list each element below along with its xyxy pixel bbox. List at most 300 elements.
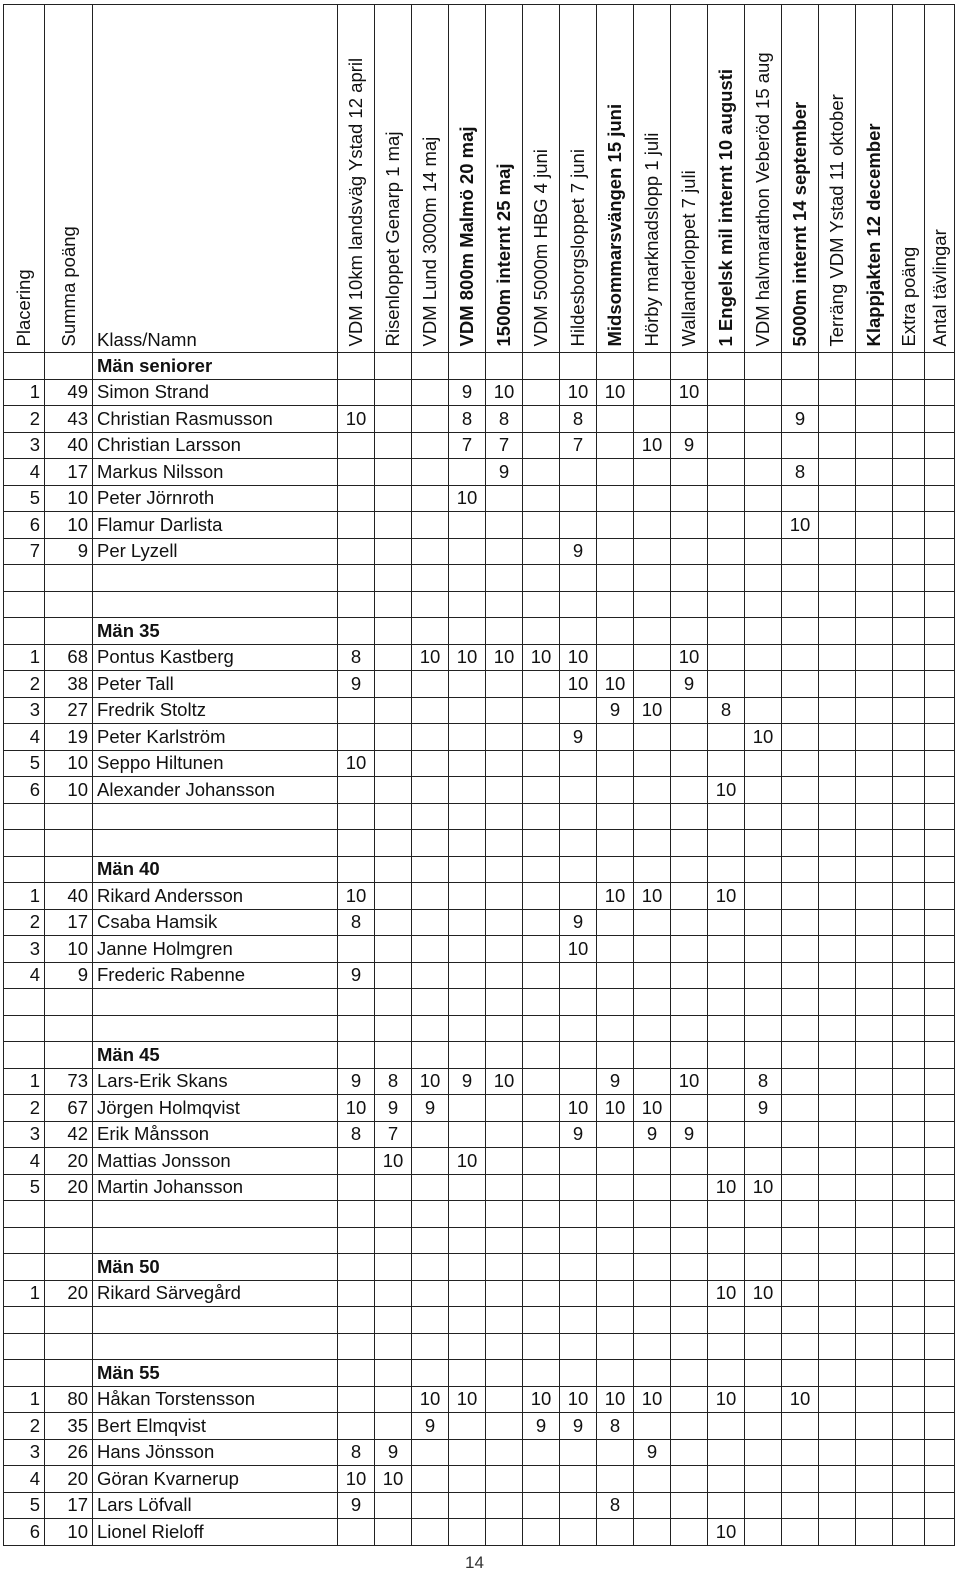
score-cell: 10 bbox=[782, 512, 819, 539]
empty-cell bbox=[708, 989, 745, 1016]
score-cell bbox=[597, 459, 634, 486]
antal-cell bbox=[925, 406, 955, 433]
score-cell bbox=[819, 962, 856, 989]
score-cell bbox=[449, 1492, 486, 1519]
score-cell bbox=[782, 1121, 819, 1148]
empty-cell bbox=[597, 1307, 634, 1334]
table-row bbox=[4, 962, 955, 989]
empty-cell bbox=[486, 565, 523, 592]
empty-cell bbox=[45, 1307, 93, 1334]
score-cell bbox=[819, 909, 856, 936]
score-cell bbox=[597, 724, 634, 751]
score-cell bbox=[856, 697, 893, 724]
score-cell: 9 bbox=[560, 1413, 597, 1440]
score-cell bbox=[856, 406, 893, 433]
score-cell: 10 bbox=[671, 1068, 708, 1095]
empty-cell bbox=[856, 1307, 893, 1334]
score-cell bbox=[486, 1095, 523, 1122]
extra-cell bbox=[893, 962, 925, 989]
empty-cell bbox=[708, 618, 745, 645]
place-cell: 3 bbox=[4, 1121, 45, 1148]
score-cell: 10 bbox=[338, 406, 375, 433]
empty-cell bbox=[449, 1042, 486, 1069]
score-cell bbox=[708, 936, 745, 963]
score-cell bbox=[375, 379, 412, 406]
sum-cell: 68 bbox=[45, 644, 93, 671]
empty-cell bbox=[708, 803, 745, 830]
empty-cell bbox=[708, 353, 745, 380]
empty-cell bbox=[560, 1307, 597, 1334]
table-row bbox=[4, 432, 955, 459]
empty-cell bbox=[523, 618, 560, 645]
empty-cell bbox=[45, 989, 93, 1016]
sum-cell: 10 bbox=[45, 750, 93, 777]
table-row bbox=[4, 379, 955, 406]
empty-cell bbox=[412, 803, 449, 830]
empty-cell bbox=[412, 353, 449, 380]
empty-cell bbox=[45, 565, 93, 592]
score-cell bbox=[856, 750, 893, 777]
score-cell bbox=[486, 1466, 523, 1493]
antal-cell bbox=[925, 485, 955, 512]
table-row bbox=[4, 1095, 955, 1122]
empty-cell bbox=[745, 1227, 782, 1254]
empty-cell bbox=[856, 1042, 893, 1069]
empty-cell bbox=[486, 1333, 523, 1360]
extra-cell bbox=[893, 512, 925, 539]
empty-cell bbox=[597, 989, 634, 1016]
antal-cell bbox=[925, 671, 955, 698]
empty-cell bbox=[782, 1254, 819, 1281]
name-cell: Håkan Torstensson bbox=[93, 1386, 338, 1413]
name-cell: Peter Jörnroth bbox=[93, 485, 338, 512]
antal-cell bbox=[925, 936, 955, 963]
score-cell bbox=[597, 406, 634, 433]
score-cell bbox=[375, 538, 412, 565]
score-cell bbox=[782, 1095, 819, 1122]
antal-cell bbox=[925, 512, 955, 539]
place-cell: 2 bbox=[4, 1095, 45, 1122]
name-cell: Markus Nilsson bbox=[93, 459, 338, 486]
score-cell: 9 bbox=[412, 1413, 449, 1440]
score-cell bbox=[486, 1413, 523, 1440]
score-cell bbox=[634, 1466, 671, 1493]
score-cell bbox=[671, 1519, 708, 1546]
score-cell bbox=[523, 1519, 560, 1546]
score-cell bbox=[375, 777, 412, 804]
score-cell bbox=[338, 459, 375, 486]
header-placering: Placering bbox=[4, 5, 45, 353]
empty-cell bbox=[671, 803, 708, 830]
empty-cell bbox=[819, 1360, 856, 1387]
empty-cell bbox=[560, 353, 597, 380]
score-cell: 10 bbox=[560, 1386, 597, 1413]
empty-cell bbox=[45, 1015, 93, 1042]
score-cell bbox=[634, 671, 671, 698]
header-event-9: Hörby marknadslopp 1 juli bbox=[634, 5, 671, 353]
score-cell bbox=[671, 1386, 708, 1413]
empty-cell bbox=[338, 830, 375, 857]
score-cell bbox=[856, 512, 893, 539]
empty-cell bbox=[449, 1201, 486, 1228]
score-cell: 10 bbox=[338, 1466, 375, 1493]
score-cell: 10 bbox=[560, 936, 597, 963]
score-cell bbox=[634, 406, 671, 433]
place-cell: 6 bbox=[4, 512, 45, 539]
score-cell bbox=[486, 777, 523, 804]
antal-cell bbox=[925, 1174, 955, 1201]
results-table bbox=[3, 4, 955, 1546]
empty-cell bbox=[4, 1201, 45, 1228]
score-cell bbox=[523, 459, 560, 486]
empty-cell bbox=[597, 565, 634, 592]
empty-cell bbox=[893, 565, 925, 592]
score-cell bbox=[708, 1413, 745, 1440]
score-cell bbox=[634, 777, 671, 804]
score-cell bbox=[486, 936, 523, 963]
score-cell bbox=[671, 538, 708, 565]
empty-cell bbox=[486, 830, 523, 857]
extra-cell bbox=[893, 1386, 925, 1413]
empty-cell bbox=[893, 1254, 925, 1281]
place-cell: 1 bbox=[4, 379, 45, 406]
score-cell bbox=[523, 1068, 560, 1095]
score-cell bbox=[375, 1280, 412, 1307]
score-cell: 9 bbox=[671, 671, 708, 698]
score-cell bbox=[745, 512, 782, 539]
score-cell bbox=[597, 1174, 634, 1201]
score-cell: 9 bbox=[486, 459, 523, 486]
empty-cell bbox=[856, 803, 893, 830]
name-cell: Lars Löfvall bbox=[93, 1492, 338, 1519]
score-cell bbox=[338, 724, 375, 751]
empty-cell bbox=[597, 353, 634, 380]
empty-cell bbox=[925, 1360, 955, 1387]
score-cell bbox=[486, 1519, 523, 1546]
sum-cell: 35 bbox=[45, 1413, 93, 1440]
empty-cell bbox=[671, 856, 708, 883]
antal-cell bbox=[925, 1519, 955, 1546]
empty-cell bbox=[338, 618, 375, 645]
score-cell bbox=[819, 644, 856, 671]
score-cell: 8 bbox=[338, 1439, 375, 1466]
score-cell bbox=[708, 1068, 745, 1095]
table-row bbox=[4, 1519, 955, 1546]
score-cell bbox=[671, 459, 708, 486]
empty-cell bbox=[523, 856, 560, 883]
group-row bbox=[4, 856, 955, 883]
score-cell bbox=[856, 1095, 893, 1122]
name-cell: Frederic Rabenne bbox=[93, 962, 338, 989]
header-event-4: VDM 800m Malmö 20 maj bbox=[449, 5, 486, 353]
score-cell: 10 bbox=[597, 379, 634, 406]
empty-cell bbox=[782, 989, 819, 1016]
sum-cell: 49 bbox=[45, 379, 93, 406]
empty-cell bbox=[893, 1201, 925, 1228]
score-cell bbox=[856, 671, 893, 698]
score-cell bbox=[708, 909, 745, 936]
empty-cell bbox=[782, 830, 819, 857]
empty-cell bbox=[560, 591, 597, 618]
empty-cell bbox=[45, 1333, 93, 1360]
score-cell bbox=[338, 777, 375, 804]
score-cell bbox=[745, 485, 782, 512]
sum-cell: 20 bbox=[45, 1148, 93, 1175]
empty-cell bbox=[523, 565, 560, 592]
name-cell: Erik Månsson bbox=[93, 1121, 338, 1148]
score-cell bbox=[782, 1519, 819, 1546]
empty-cell bbox=[671, 1042, 708, 1069]
page-number: 14 bbox=[465, 1553, 484, 1572]
empty-cell bbox=[745, 1201, 782, 1228]
empty-cell bbox=[486, 591, 523, 618]
score-cell: 10 bbox=[708, 1280, 745, 1307]
empty-cell bbox=[856, 1360, 893, 1387]
score-cell bbox=[523, 379, 560, 406]
empty-cell bbox=[708, 1254, 745, 1281]
sum-cell: 67 bbox=[45, 1095, 93, 1122]
extra-cell bbox=[893, 432, 925, 459]
empty-cell bbox=[671, 618, 708, 645]
score-cell: 10 bbox=[597, 1095, 634, 1122]
empty-cell bbox=[856, 1015, 893, 1042]
score-cell bbox=[856, 1121, 893, 1148]
empty-cell bbox=[412, 591, 449, 618]
score-cell bbox=[634, 459, 671, 486]
score-cell: 10 bbox=[708, 777, 745, 804]
sum-cell bbox=[45, 1360, 93, 1387]
empty-cell bbox=[560, 1042, 597, 1069]
score-cell bbox=[449, 1174, 486, 1201]
score-cell bbox=[671, 1492, 708, 1519]
score-cell bbox=[856, 432, 893, 459]
name-cell: Hans Jönsson bbox=[93, 1439, 338, 1466]
antal-cell bbox=[925, 459, 955, 486]
empty-cell bbox=[338, 803, 375, 830]
empty-cell bbox=[449, 1307, 486, 1334]
empty-cell bbox=[856, 1333, 893, 1360]
score-cell bbox=[560, 485, 597, 512]
empty-cell bbox=[708, 830, 745, 857]
name-cell: Mattias Jonsson bbox=[93, 1148, 338, 1175]
empty-cell bbox=[782, 1015, 819, 1042]
score-cell bbox=[708, 1121, 745, 1148]
empty-cell bbox=[782, 1307, 819, 1334]
group-row bbox=[4, 618, 955, 645]
empty-cell bbox=[782, 618, 819, 645]
score-cell bbox=[782, 962, 819, 989]
sum-cell: 10 bbox=[45, 1519, 93, 1546]
score-cell: 10 bbox=[375, 1466, 412, 1493]
score-cell bbox=[560, 883, 597, 910]
empty-cell bbox=[486, 1015, 523, 1042]
score-cell bbox=[560, 750, 597, 777]
table-row bbox=[4, 1121, 955, 1148]
empty-cell bbox=[819, 618, 856, 645]
score-cell bbox=[560, 1466, 597, 1493]
antal-cell bbox=[925, 432, 955, 459]
extra-cell bbox=[893, 485, 925, 512]
score-cell bbox=[523, 538, 560, 565]
score-cell: 10 bbox=[708, 1519, 745, 1546]
score-cell bbox=[782, 432, 819, 459]
empty-cell bbox=[893, 1227, 925, 1254]
score-cell bbox=[412, 459, 449, 486]
score-cell bbox=[560, 512, 597, 539]
empty-cell bbox=[560, 618, 597, 645]
header-klass: Klass/Namn bbox=[93, 5, 338, 353]
score-cell bbox=[412, 936, 449, 963]
sum-cell bbox=[45, 618, 93, 645]
score-cell: 10 bbox=[597, 1386, 634, 1413]
place-cell: 5 bbox=[4, 1174, 45, 1201]
empty-cell bbox=[4, 1333, 45, 1360]
score-cell bbox=[634, 1492, 671, 1519]
score-cell bbox=[745, 962, 782, 989]
header-event-1: VDM 10km landsväg Ystad 12 april bbox=[338, 5, 375, 353]
table-row bbox=[4, 485, 955, 512]
score-cell bbox=[745, 538, 782, 565]
score-cell bbox=[449, 909, 486, 936]
score-cell bbox=[671, 485, 708, 512]
score-cell bbox=[634, 1068, 671, 1095]
empty-cell bbox=[819, 856, 856, 883]
score-cell bbox=[671, 1413, 708, 1440]
sum-cell: 73 bbox=[45, 1068, 93, 1095]
sum-cell: 26 bbox=[45, 1439, 93, 1466]
empty-cell bbox=[782, 1042, 819, 1069]
score-cell bbox=[597, 962, 634, 989]
score-cell bbox=[819, 1148, 856, 1175]
name-cell: Csaba Hamsik bbox=[93, 909, 338, 936]
sum-cell: 17 bbox=[45, 909, 93, 936]
empty-cell bbox=[375, 1015, 412, 1042]
table-row bbox=[4, 459, 955, 486]
score-cell bbox=[449, 538, 486, 565]
empty-cell bbox=[560, 830, 597, 857]
empty-cell bbox=[708, 1360, 745, 1387]
table-row bbox=[4, 1466, 955, 1493]
score-cell: 10 bbox=[634, 883, 671, 910]
empty-cell bbox=[93, 1015, 338, 1042]
sum-cell: 9 bbox=[45, 538, 93, 565]
empty-cell bbox=[523, 1360, 560, 1387]
empty-cell bbox=[486, 989, 523, 1016]
empty-cell bbox=[4, 591, 45, 618]
score-cell: 10 bbox=[338, 883, 375, 910]
empty-cell bbox=[671, 1360, 708, 1387]
score-cell: 10 bbox=[523, 644, 560, 671]
score-cell bbox=[560, 777, 597, 804]
empty-cell bbox=[708, 1227, 745, 1254]
empty-cell bbox=[925, 618, 955, 645]
score-cell: 10 bbox=[708, 1386, 745, 1413]
empty-cell bbox=[782, 1227, 819, 1254]
table-row bbox=[4, 1439, 955, 1466]
antal-cell bbox=[925, 1148, 955, 1175]
score-cell bbox=[412, 962, 449, 989]
score-cell bbox=[523, 1439, 560, 1466]
empty-cell bbox=[745, 1307, 782, 1334]
empty-cell bbox=[412, 1254, 449, 1281]
spacer-row bbox=[4, 591, 955, 618]
empty-cell bbox=[745, 1015, 782, 1042]
score-cell bbox=[449, 750, 486, 777]
empty-cell bbox=[819, 803, 856, 830]
score-cell: 8 bbox=[338, 644, 375, 671]
sum-cell: 43 bbox=[45, 406, 93, 433]
score-cell: 10 bbox=[634, 1386, 671, 1413]
score-cell: 10 bbox=[338, 1095, 375, 1122]
score-cell bbox=[523, 1121, 560, 1148]
empty-cell bbox=[412, 1015, 449, 1042]
score-cell bbox=[597, 1148, 634, 1175]
extra-cell bbox=[893, 1095, 925, 1122]
empty-cell bbox=[819, 1015, 856, 1042]
empty-cell bbox=[523, 1333, 560, 1360]
empty-cell bbox=[671, 1307, 708, 1334]
score-cell bbox=[375, 485, 412, 512]
score-cell bbox=[412, 883, 449, 910]
score-cell bbox=[819, 1095, 856, 1122]
empty-cell bbox=[338, 856, 375, 883]
empty-cell bbox=[597, 1227, 634, 1254]
score-cell bbox=[412, 1174, 449, 1201]
score-cell: 8 bbox=[745, 1068, 782, 1095]
extra-cell bbox=[893, 724, 925, 751]
empty-cell bbox=[893, 1333, 925, 1360]
empty-cell bbox=[4, 830, 45, 857]
score-cell bbox=[449, 724, 486, 751]
spacer-row bbox=[4, 989, 955, 1016]
score-cell bbox=[819, 883, 856, 910]
empty-cell bbox=[338, 1360, 375, 1387]
score-cell: 9 bbox=[671, 432, 708, 459]
header-extra: Extra poäng bbox=[893, 5, 925, 353]
score-cell bbox=[523, 936, 560, 963]
empty-cell bbox=[412, 856, 449, 883]
antal-cell bbox=[925, 1413, 955, 1440]
empty-cell bbox=[708, 1015, 745, 1042]
score-cell bbox=[486, 1174, 523, 1201]
empty-cell bbox=[925, 830, 955, 857]
empty-cell bbox=[486, 803, 523, 830]
score-cell bbox=[338, 1148, 375, 1175]
score-cell bbox=[375, 697, 412, 724]
score-cell bbox=[819, 459, 856, 486]
empty-cell bbox=[93, 803, 338, 830]
score-cell bbox=[819, 1121, 856, 1148]
score-cell bbox=[856, 1148, 893, 1175]
extra-cell bbox=[893, 1439, 925, 1466]
empty-cell bbox=[375, 1201, 412, 1228]
score-cell bbox=[819, 1386, 856, 1413]
score-cell bbox=[449, 1095, 486, 1122]
score-cell bbox=[708, 644, 745, 671]
empty-cell bbox=[782, 1333, 819, 1360]
score-cell bbox=[597, 485, 634, 512]
table-row bbox=[4, 1174, 955, 1201]
empty-cell bbox=[412, 1307, 449, 1334]
score-cell bbox=[708, 379, 745, 406]
score-cell bbox=[819, 750, 856, 777]
score-cell: 10 bbox=[523, 1386, 560, 1413]
score-cell bbox=[560, 1519, 597, 1546]
empty-cell bbox=[819, 1042, 856, 1069]
score-cell bbox=[708, 1492, 745, 1519]
empty-cell bbox=[597, 1201, 634, 1228]
group-title: Män 45 bbox=[93, 1042, 338, 1069]
